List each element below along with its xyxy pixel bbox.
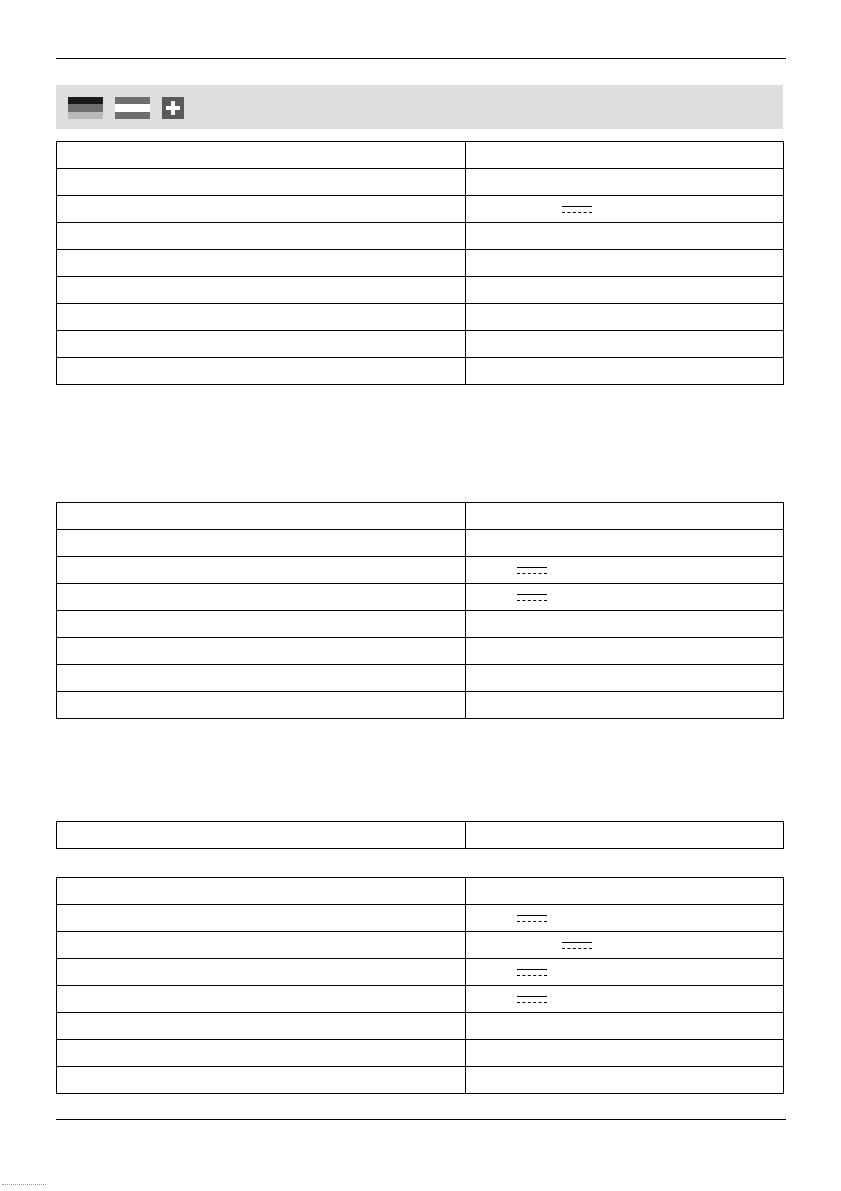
spec-label-cell	[57, 1013, 466, 1040]
table-row	[57, 557, 784, 584]
spec-label-cell	[57, 557, 466, 584]
table-row	[57, 304, 784, 331]
direct-current-symbol-icon	[517, 913, 547, 925]
spec-label-cell	[57, 331, 466, 358]
spec-label-cell	[57, 932, 466, 959]
spec-value-cell	[466, 611, 784, 638]
spec-value-cell	[466, 358, 784, 385]
table-row	[57, 822, 784, 849]
spec-label-cell	[57, 196, 466, 223]
spec-value-cell	[466, 1040, 784, 1067]
table-row	[57, 142, 784, 169]
spec-value-cell	[466, 557, 784, 584]
spec-table-4	[56, 877, 784, 1094]
spec-label-cell	[57, 959, 466, 986]
austria-flag-icon	[115, 97, 150, 119]
spec-value-cell	[466, 638, 784, 665]
spec-value-cell	[466, 665, 784, 692]
table-row	[57, 959, 784, 986]
spec-value-cell	[466, 1067, 784, 1094]
spec-label-cell	[57, 1040, 466, 1067]
spec-value-cell	[466, 503, 784, 530]
table-row	[57, 638, 784, 665]
direct-current-symbol-icon	[517, 565, 547, 577]
direct-current-symbol-icon	[517, 994, 547, 1006]
direct-current-symbol-icon	[562, 204, 592, 216]
direct-current-symbol-icon	[562, 940, 592, 952]
table-row	[57, 1013, 784, 1040]
spec-value-cell	[466, 196, 784, 223]
table-row	[57, 986, 784, 1013]
spec-value-cell	[466, 277, 784, 304]
spec-value-cell	[466, 223, 784, 250]
table-row	[57, 530, 784, 557]
spec-label-cell	[57, 584, 466, 611]
table-row	[57, 1067, 784, 1094]
table-row	[57, 692, 784, 719]
page-edge-mark	[2, 1184, 46, 1189]
table-row	[57, 196, 784, 223]
direct-current-symbol-icon	[517, 592, 547, 604]
spec-value-cell	[466, 932, 784, 959]
table-row	[57, 878, 784, 905]
table-row	[57, 665, 784, 692]
table-row	[57, 611, 784, 638]
spec-value-cell	[466, 905, 784, 932]
direct-current-symbol-icon	[517, 967, 547, 979]
spec-value-cell	[466, 530, 784, 557]
table-row	[57, 584, 784, 611]
table-row	[57, 932, 784, 959]
table-row	[57, 331, 784, 358]
spec-value-cell	[466, 986, 784, 1013]
spec-value-cell	[466, 331, 784, 358]
language-banner	[56, 85, 783, 129]
spec-value-cell	[466, 584, 784, 611]
table-row	[57, 1040, 784, 1067]
table-row	[57, 223, 784, 250]
spec-value-cell	[466, 142, 784, 169]
spec-label-cell	[57, 169, 466, 196]
spec-label-cell	[57, 878, 466, 905]
spec-label-cell	[57, 503, 466, 530]
spec-label-cell	[57, 358, 466, 385]
table-row	[57, 169, 784, 196]
spec-label-cell	[57, 304, 466, 331]
spec-label-cell	[57, 223, 466, 250]
spec-label-cell	[57, 277, 466, 304]
spec-label-cell	[57, 986, 466, 1013]
spec-label-cell	[57, 530, 466, 557]
spec-value-cell	[466, 692, 784, 719]
switzerland-flag-icon	[162, 97, 184, 119]
spec-label-cell	[57, 665, 466, 692]
spec-value-cell	[466, 250, 784, 277]
table-row	[57, 905, 784, 932]
germany-flag-icon	[68, 97, 103, 119]
table-row	[57, 358, 784, 385]
spec-label-cell	[57, 1067, 466, 1094]
spec-label-cell	[57, 142, 466, 169]
spec-table-1	[56, 141, 784, 385]
spec-value-cell	[466, 959, 784, 986]
spec-label-cell	[57, 638, 466, 665]
top-rule	[56, 58, 786, 59]
table-row	[57, 277, 784, 304]
spec-value-cell	[466, 304, 784, 331]
table-row	[57, 503, 784, 530]
spec-value-cell	[466, 878, 784, 905]
spec-label-cell	[57, 905, 466, 932]
spec-value-cell	[466, 169, 784, 196]
spec-label-cell	[57, 692, 466, 719]
spec-table-3	[56, 821, 784, 849]
table-row	[57, 250, 784, 277]
spec-value-cell	[466, 822, 784, 849]
spec-label-cell	[57, 822, 466, 849]
spec-label-cell	[57, 611, 466, 638]
bottom-rule	[56, 1119, 786, 1120]
spec-label-cell	[57, 250, 466, 277]
spec-value-cell	[466, 1013, 784, 1040]
spec-table-2	[56, 502, 784, 719]
